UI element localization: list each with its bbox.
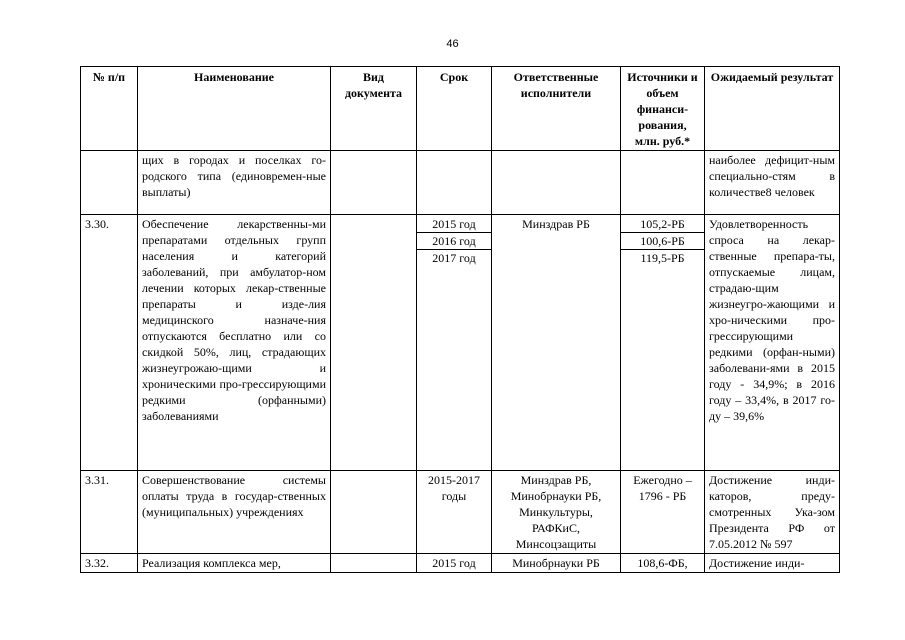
row-doc bbox=[331, 554, 417, 573]
row-result: Удовлетворенность спроса на лекар-ственные препара-ты, отпускаемые лицам, страдаю-щим жизнеугро-жающими и хро-ническими про-грессирующими редкими (орфан-ными) заболевани-ями в 2015 году - 34,9%; в 2016 году – 33,4%, в 2017 го-ду – 39,6% bbox=[705, 215, 840, 471]
header-num: № п/п bbox=[81, 67, 138, 151]
row-term bbox=[417, 215, 492, 471]
row-num: 3.31. bbox=[81, 471, 138, 554]
row-result: Достижение инди-каторов, преду-смотренных Ука-зом Президента РФ от 7.05.2012 № 597 bbox=[705, 471, 840, 554]
term-2016: 2016 год bbox=[417, 233, 491, 250]
row-term bbox=[417, 151, 492, 215]
header-term: Срок bbox=[417, 67, 492, 151]
row-term: 2015 год bbox=[417, 554, 492, 573]
row-exec bbox=[492, 151, 621, 215]
source-2016: 100,6-РБ bbox=[621, 233, 704, 250]
row-name: Обеспечение лекарственны-ми препаратами отдельных групп населения и категорий заболеваний, при амбулатор-ном лечении которых лекар-ственные препараты и изде-лия медицинского назначе-ния отпускаются бесплатно или со скидкой 50%, лиц, страдающих жизнеугрожаю-щими и хроническими про-грессирующими редкими (орфанными) заболеваниями bbox=[138, 215, 331, 471]
row-name: щих в городах и поселках го-родского типа (единовремен-ные выплаты) bbox=[138, 151, 331, 215]
row-result: наиболее дефицит-ным специально-стям в количестве8 человек bbox=[705, 151, 840, 215]
source-2017: 119,5-РБ bbox=[640, 251, 685, 265]
row-num: 3.32. bbox=[81, 554, 138, 573]
header-doc: Вид документа bbox=[331, 67, 417, 151]
table-row bbox=[81, 471, 840, 554]
term-2017: 2017 год bbox=[432, 251, 476, 265]
row-doc bbox=[331, 215, 417, 471]
header-result: Ожидаемый результат bbox=[705, 67, 840, 151]
page-number: 46 bbox=[446, 38, 459, 50]
row-num: 3.30. bbox=[81, 215, 138, 471]
row-source: Ежегодно – 1796 - РБ bbox=[621, 471, 705, 554]
row-source: 108,6-ФБ, bbox=[621, 554, 705, 573]
row-doc bbox=[331, 151, 417, 215]
term-2015: 2015 год bbox=[417, 216, 491, 233]
row-exec: Минобрнауки РБ bbox=[492, 554, 621, 573]
table-header-row bbox=[81, 67, 840, 151]
source-2015: 105,2-РБ bbox=[621, 216, 704, 233]
row-result: Достижение инди- bbox=[705, 554, 840, 573]
row-num bbox=[81, 151, 138, 215]
row-term: 2015-2017 годы bbox=[417, 471, 492, 554]
row-source bbox=[621, 151, 705, 215]
row-name: Реализация комплекса мер, bbox=[138, 554, 331, 573]
header-source: Источники и объем финанси-рования, млн. руб.* bbox=[621, 67, 705, 151]
header-name: Наименование bbox=[138, 67, 331, 151]
row-name: Совершенствование системы оплаты труда в государ-ственных (муниципальных) учреждениях bbox=[138, 471, 331, 554]
header-exec: Ответственные исполнители bbox=[492, 67, 621, 151]
table-row bbox=[81, 151, 840, 215]
table-row bbox=[81, 554, 840, 573]
row-exec: Минздрав РБ, Минобрнауки РБ, Минкультуры, РАФКиС, Минсоцзащиты bbox=[492, 471, 621, 554]
plan-table bbox=[80, 66, 840, 573]
table-row bbox=[81, 215, 840, 471]
row-source bbox=[621, 215, 705, 471]
row-doc bbox=[331, 471, 417, 554]
row-exec: Минздрав РБ bbox=[492, 215, 621, 471]
